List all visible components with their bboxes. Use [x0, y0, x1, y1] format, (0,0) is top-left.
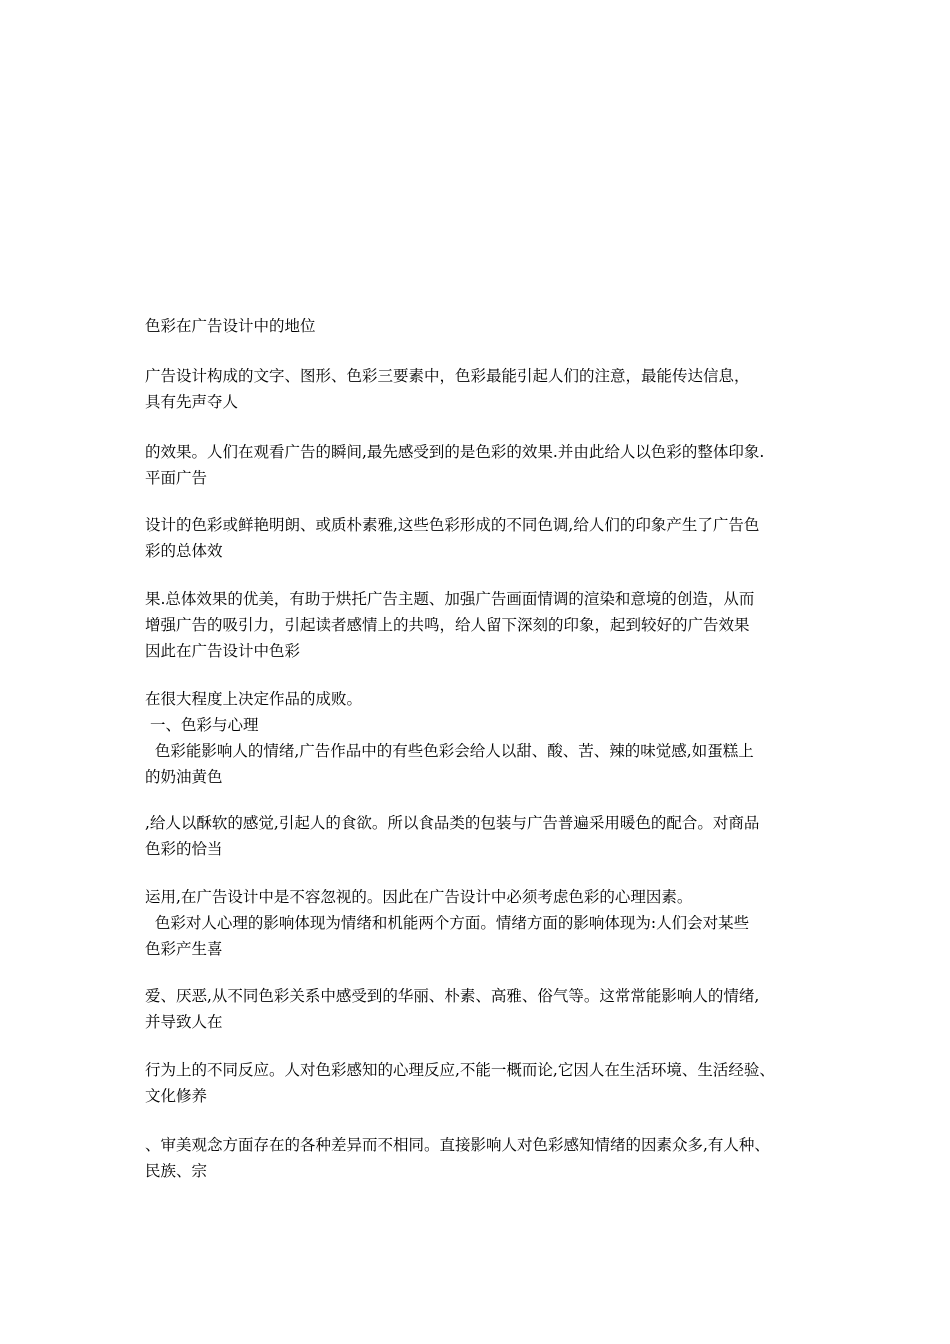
paragraph: 爱、厌恶,从不同色彩关系中感受到的华丽、朴素、高雅、俗气等。这常常能影响人的情绪, 并导致人在: [145, 987, 760, 1031]
document-title: 色彩在广告设计中的地位: [145, 317, 316, 335]
paragraph: 、审美观念方面存在的各种差异而不相同。直接影响人对色彩感知情绪的因素众多,有人种、 民族、宗: [145, 1136, 770, 1180]
paragraph: 在很大程度上决定作品的成败。 一、色彩与心理 色彩能影响人的情绪,广告作品中的有些色彩会给人以甜、酸、苦、辣的味觉感,如蛋糕上 的奶油黄色: [145, 690, 754, 786]
paragraph: 广告设计构成的文字、图形、色彩三要素中，色彩最能引起人们的注意，最能传达信息， 具有先声夺人: [145, 367, 750, 411]
paragraph: ,给人以酥软的感觉,引起人的食欲。所以食品类的包装与广告普遍采用暖色的配合。对商品 色彩的恰当: [145, 814, 760, 858]
paragraph: 果.总体效果的优美，有助于烘托广告主题、加强广告画面情调的渲染和意境的创造，从而 增强广告的吸引力，引起读者感情上的共鸣，给人留下深刻的印象，起到较好的广告效果 因此在广告设计中色彩: [145, 590, 755, 660]
paragraph: 的效果。人们在观看广告的瞬间,最先感受到的是色彩的效果.并由此给人以色彩的整体印象. 平面广告: [145, 443, 765, 487]
paragraph: 行为上的不同反应。人对色彩感知的心理反应,不能一概而论,它因人在生活环境、生活经验、 文化修养: [145, 1061, 775, 1105]
paragraph: 运用,在广告设计中是不容忽视的。因此在广告设计中必须考虑色彩的心理因素。 色彩对人心理的影响体现为情绪和机能两个方面。情绪方面的影响体现为:人们会对某些 色彩产生喜: [145, 888, 750, 958]
paragraph: 设计的色彩或鲜艳明朗、或质朴素雅,这些色彩形成的不同色调,给人们的印象产生了广告色 彩的总体效: [145, 516, 760, 560]
